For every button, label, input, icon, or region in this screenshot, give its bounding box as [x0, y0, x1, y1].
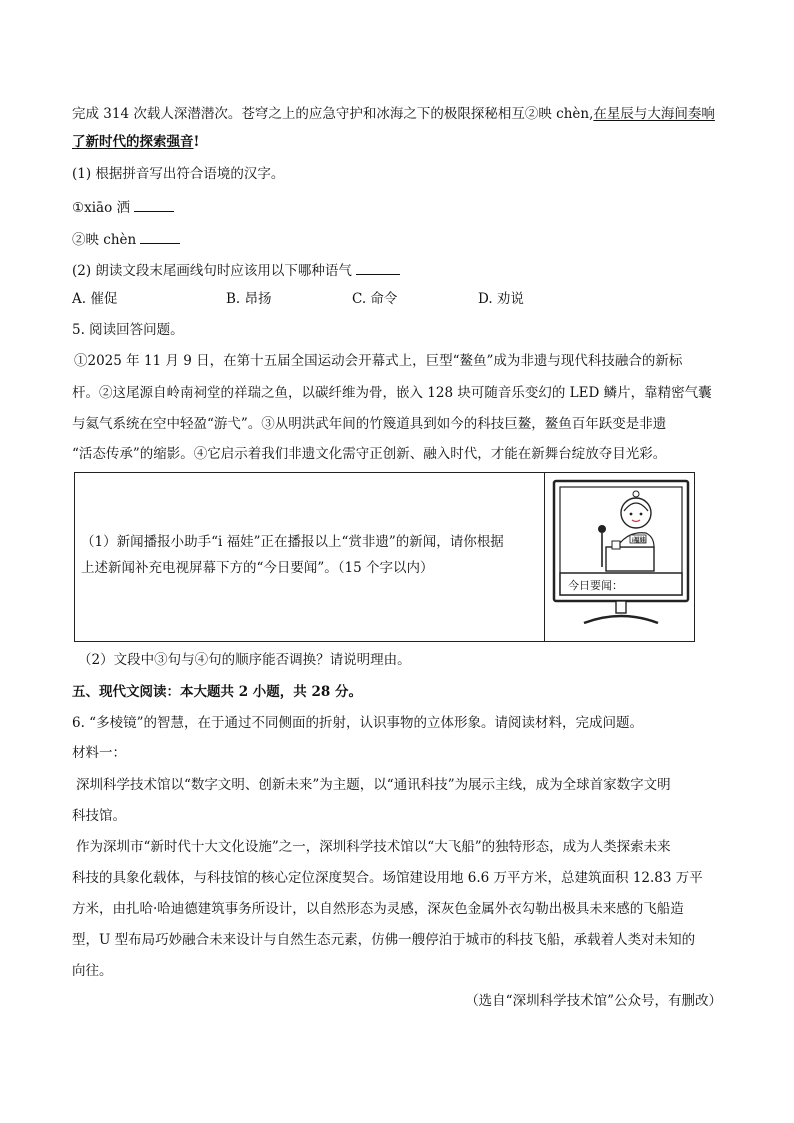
intro-line-2	[72, 132, 199, 152]
anchor-badge-text: i福娃	[632, 538, 646, 544]
q2-options	[72, 289, 722, 309]
q6-heading: 6. “多棱镜”的智慧，在于通过不同侧面的折射，认识事物的立体形象。请阅读材料，完成问题。	[72, 715, 643, 731]
material-label: 材料一：	[72, 745, 126, 761]
q1-item-1	[72, 198, 174, 218]
option-b[interactable]: B. 昂扬	[226, 291, 272, 307]
material-2-line-2: 科技的具象化载体，与科技馆的核心定位深度契合。场馆建设用地 6.6 万平方米，总建筑面积 12.83 万平	[72, 870, 703, 886]
q5-sub-question-2: （2）文段中③句与④句的顺序能否调换？请说明理由。	[78, 652, 411, 668]
q2-prompt	[72, 261, 400, 281]
tv-base	[584, 616, 658, 623]
q5-paragraph-line-3: 与氦气系统在空中轻盈“游弋”。③从明洪武年间的竹篾道具到如今的科技巨鳌，鳌鱼百年跃变是非遗	[72, 416, 667, 432]
intro-text: 完成 314 次载人深潜潜次。苍穹之上的应急守护和冰海之下的极限探秘相互②映 chèn,	[72, 106, 594, 122]
answer-blank-1[interactable]	[134, 199, 174, 212]
material-2-line-4: 型，U 型布局巧妙融合未来设计与自然生态元素，仿佛一艘停泊于城市的科技飞船，承载着人类对未知的	[72, 932, 696, 948]
source-citation: （选自“深圳科学技术馆”公众号，有删改）	[465, 993, 722, 1009]
news-question-table	[74, 472, 695, 642]
q5-paragraph-line-2: 杆。②这尾源自岭南祠堂的祥瑞之鱼，以碳纤维为骨，嵌入 128 块可随音乐变幻的 LED 鳞片，靠精密气囊	[72, 385, 712, 401]
q1-item-2	[72, 230, 180, 250]
tv-illustration	[550, 477, 692, 635]
microphone-icon	[598, 525, 606, 533]
q1-prompt: (1) 根据拼音写出符合语境的汉字。	[72, 166, 285, 182]
anchor-eye-left	[630, 513, 633, 516]
desk-cup	[612, 541, 620, 549]
option-c[interactable]: C. 命令	[352, 291, 398, 307]
anchor-antenna	[633, 491, 639, 497]
anchor-eye-right	[640, 513, 643, 516]
material-1-line-2: 科技馆。	[72, 808, 126, 824]
material-2-line-5: 向往。	[72, 963, 113, 979]
news-question-line-2: 上述新闻补充电视屏幕下方的“今日要闻”。（15 个字以内）	[81, 560, 434, 576]
answer-blank-2[interactable]	[140, 231, 180, 244]
q1-item-2-label: ②映 chèn	[72, 232, 137, 248]
q1-item-1-label: ①xiāo 洒	[72, 200, 131, 216]
material-2-line-1: 作为深圳市“新时代十大文化设施”之一，深圳科学技术馆以“大飞船”的独特形态，成为人类探索未来	[76, 839, 671, 855]
news-question-text	[81, 529, 541, 581]
news-question-line-1: （1）新闻播报小助手“i 福娃”正在播报以上“赏非遗”的新闻，请你根据	[81, 534, 504, 550]
material-2-line-3: 方米，由扎哈·哈迪德建筑事务所设计，以自然形态为灵感，深灰色金属外衣勾勒出极具未来感的飞船造	[72, 901, 684, 917]
underlined-sentence-part1: 在星辰与大海间奏响	[593, 106, 715, 122]
option-d[interactable]: D. 劝说	[478, 291, 524, 307]
section-title: 五、现代文阅读：本大题共 2 小题，共 28 分。	[72, 684, 362, 700]
intro-end-mark: !	[193, 134, 200, 150]
table-divider	[544, 473, 545, 641]
material-1-line-1: 深圳科学技术馆以“数字文明、创新未来”为主题，以“通讯科技”为展示主线，成为全球首家数字文明	[76, 777, 671, 793]
option-a[interactable]: A. 催促	[72, 291, 118, 307]
intro-line-1	[72, 104, 715, 124]
tv-caption-text: 今日要闻：	[568, 580, 623, 592]
q5-paragraph-line-1: ①2025 年 11 月 9 日，在第十五届全国运动会开幕式上，巨型“鳌鱼”成为非遗与现代科技融合的新标	[74, 353, 683, 369]
q5-heading: 5. 阅读回答问题。	[72, 322, 184, 338]
tv-neck	[616, 601, 626, 613]
q2-prompt-text: (2) 朗读文段末尾画线句时应该用以下哪种语气	[72, 263, 352, 279]
q5-paragraph-line-4: “活态传承”的缩影。④它启示着我们非遗文化需守正创新、融入时代，才能在新舞台绽放夺目光彩。	[72, 446, 667, 462]
news-desk	[606, 547, 654, 571]
answer-blank-3[interactable]	[356, 262, 400, 275]
underlined-sentence-part2: 了新时代的探索强音	[72, 134, 194, 150]
